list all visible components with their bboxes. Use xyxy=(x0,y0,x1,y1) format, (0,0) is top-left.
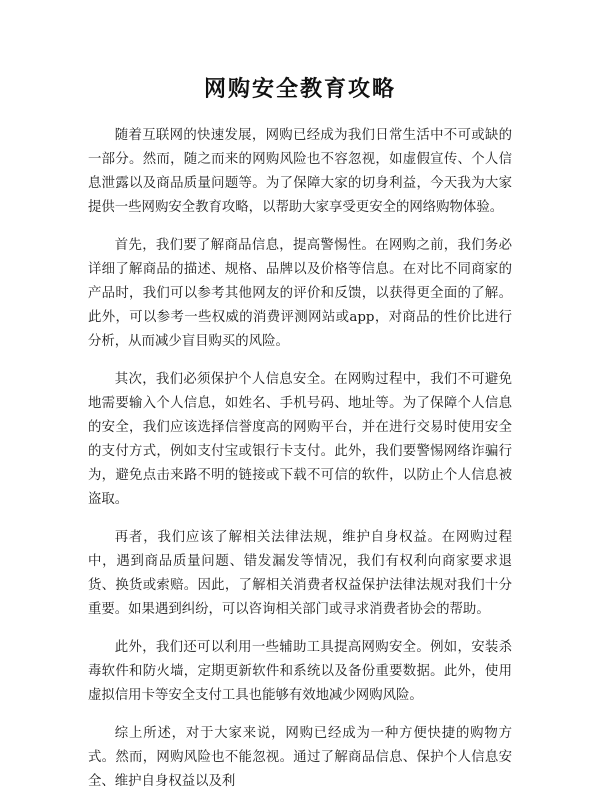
paragraph-intro: 随着互联网的快速发展，网购已经成为我们日常生活中不可或缺的一部分。然而，随之而来的网购风险也不容忽视，如虚假宣传、个人信息泄露以及商品质量问题等。为了保障大家的切身利益，今天我为大家提供一些网购安全教育攻略，以帮助大家享受更安全的网络购物体验。 xyxy=(88,128,512,215)
paragraph-legal-rights: 再者，我们应该了解相关法律法规，维护自身权益。在网购过程中，遇到商品质量问题、错发漏发等情况，我们有权利向商家要求退货、换货或索赔。因此，了解相关消费者权益保护法律法规对我们十分重要。如果遇到纠纷，可以咨询相关部门或寻求消费者协会的帮助。 xyxy=(88,530,512,617)
paragraph-summary: 综上所述，对于大家来说，网购已经成为一种方便快捷的购物方式。然而，网购风险也不能忽视。通过了解商品信息、保护个人信息安全、维护自身权益以及利 xyxy=(88,726,512,789)
paragraph-product-info: 首先，我们要了解商品信息，提高警惕性。在网购之前，我们务必详细了解商品的描述、规格、品牌以及价格等信息。在对比不同商家的产品时，我们可以参考其他网友的评价和反馈，以获得更全面的了解。此外，可以参考一些权威的消费评测网站或app，对商品的性价比进行分析，从而减少盲目购买的风险。 xyxy=(88,238,512,349)
document-body xyxy=(88,124,512,808)
paragraph-personal-info: 其次，我们必须保护个人信息安全。在网购过程中，我们不可避免地需要输入个人信息，如姓名、手机号码、地址等。为了保障个人信息的安全，我们应该选择信誉度高的网购平台，并在进行交易时使用安全的支付方式，例如支付宝或银行卡支付。此外，我们要警惕网络诈骗行为，避免点击来路不明的链接或下载不可信的软件，以防止个人信息被盗取。 xyxy=(88,372,512,507)
document-title: 网购安全教育攻略 xyxy=(203,77,396,102)
paragraph-tools: 此外，我们还可以利用一些辅助工具提高网购安全。例如，安装杀毒软件和防火墙，定期更新软件和系统以及备份重要数据。此外，使用虚拟信用卡等安全支付工具也能够有效地减少网购风险。 xyxy=(88,640,512,703)
